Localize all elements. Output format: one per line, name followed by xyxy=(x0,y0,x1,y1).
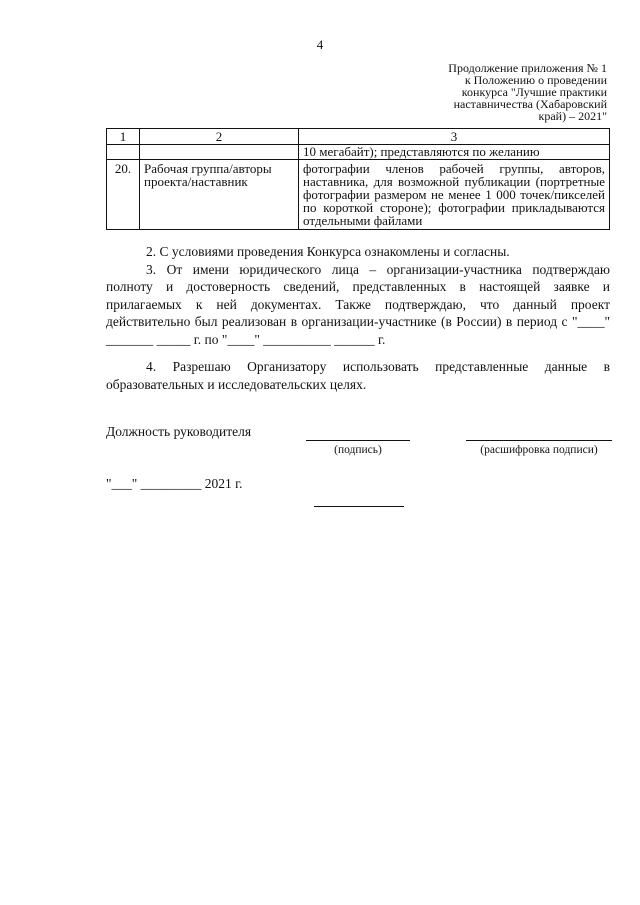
table-header-cell: 2 xyxy=(140,129,299,145)
body-text xyxy=(106,243,610,393)
paragraph: 2. С условиями проведения Конкурса ознакомлены и согласны. xyxy=(146,244,510,259)
table-row xyxy=(107,160,610,230)
signature-line xyxy=(306,440,410,441)
appendix-note-line: Продолжение приложения № 1 xyxy=(448,61,607,75)
position-label: Должность руководителя xyxy=(106,424,252,439)
signature-decode-caption: (расшифровка подписи) xyxy=(480,444,598,456)
table-header-cell: 1 xyxy=(107,129,140,145)
table-cell: Рабочая группа/авторы проекта/наставник xyxy=(140,160,299,230)
signature-decode-line xyxy=(466,440,612,441)
table-cell: фотографии членов рабочей группы, авторов, наставника, для возможной публикации (портретные фотографии размером не менее 1 000 точек/пикселей по короткой стороне); фотографии прикладываются отдельными файлами xyxy=(299,160,610,230)
table-header-cell: 3 xyxy=(299,129,610,145)
closing-rule xyxy=(314,506,404,507)
page-number: 4 xyxy=(316,37,324,52)
appendix-note xyxy=(407,62,607,122)
paragraph: 4. Разрешаю Организатору использовать представленные данные в образовательных и исследовательских целях. xyxy=(106,359,610,392)
criteria-table xyxy=(106,128,610,230)
table-cell: 10 мегабайт); представляются по желанию xyxy=(299,145,610,160)
table-header-row xyxy=(107,129,610,145)
table-cell xyxy=(140,145,299,160)
appendix-note-line: край) – 2021" xyxy=(538,109,607,123)
appendix-note-line: конкурса "Лучшие практики xyxy=(461,85,607,99)
table-cell: 20. xyxy=(107,160,140,230)
date-line: "___" _________ 2021 г. xyxy=(106,476,243,491)
table-row xyxy=(107,145,610,160)
appendix-note-line: наставничества (Хабаровский xyxy=(453,97,607,111)
table-cell xyxy=(107,145,140,160)
paragraph: 3. От имени юридического лица – организации-участника подтверждаю полноту и достоверность сведений, представленных в настоящей заявке и прилагаемых к ней документах. Также подтверждаю, что данный проект действительно был реализован в организации-участнике (в России) в период с "____" _______ _____ г. по "____" __________ ______ г. xyxy=(106,261,610,347)
appendix-note-line: к Положению о проведении xyxy=(464,73,607,87)
signature-block xyxy=(106,424,612,464)
signature-caption: (подпись) xyxy=(334,444,382,456)
